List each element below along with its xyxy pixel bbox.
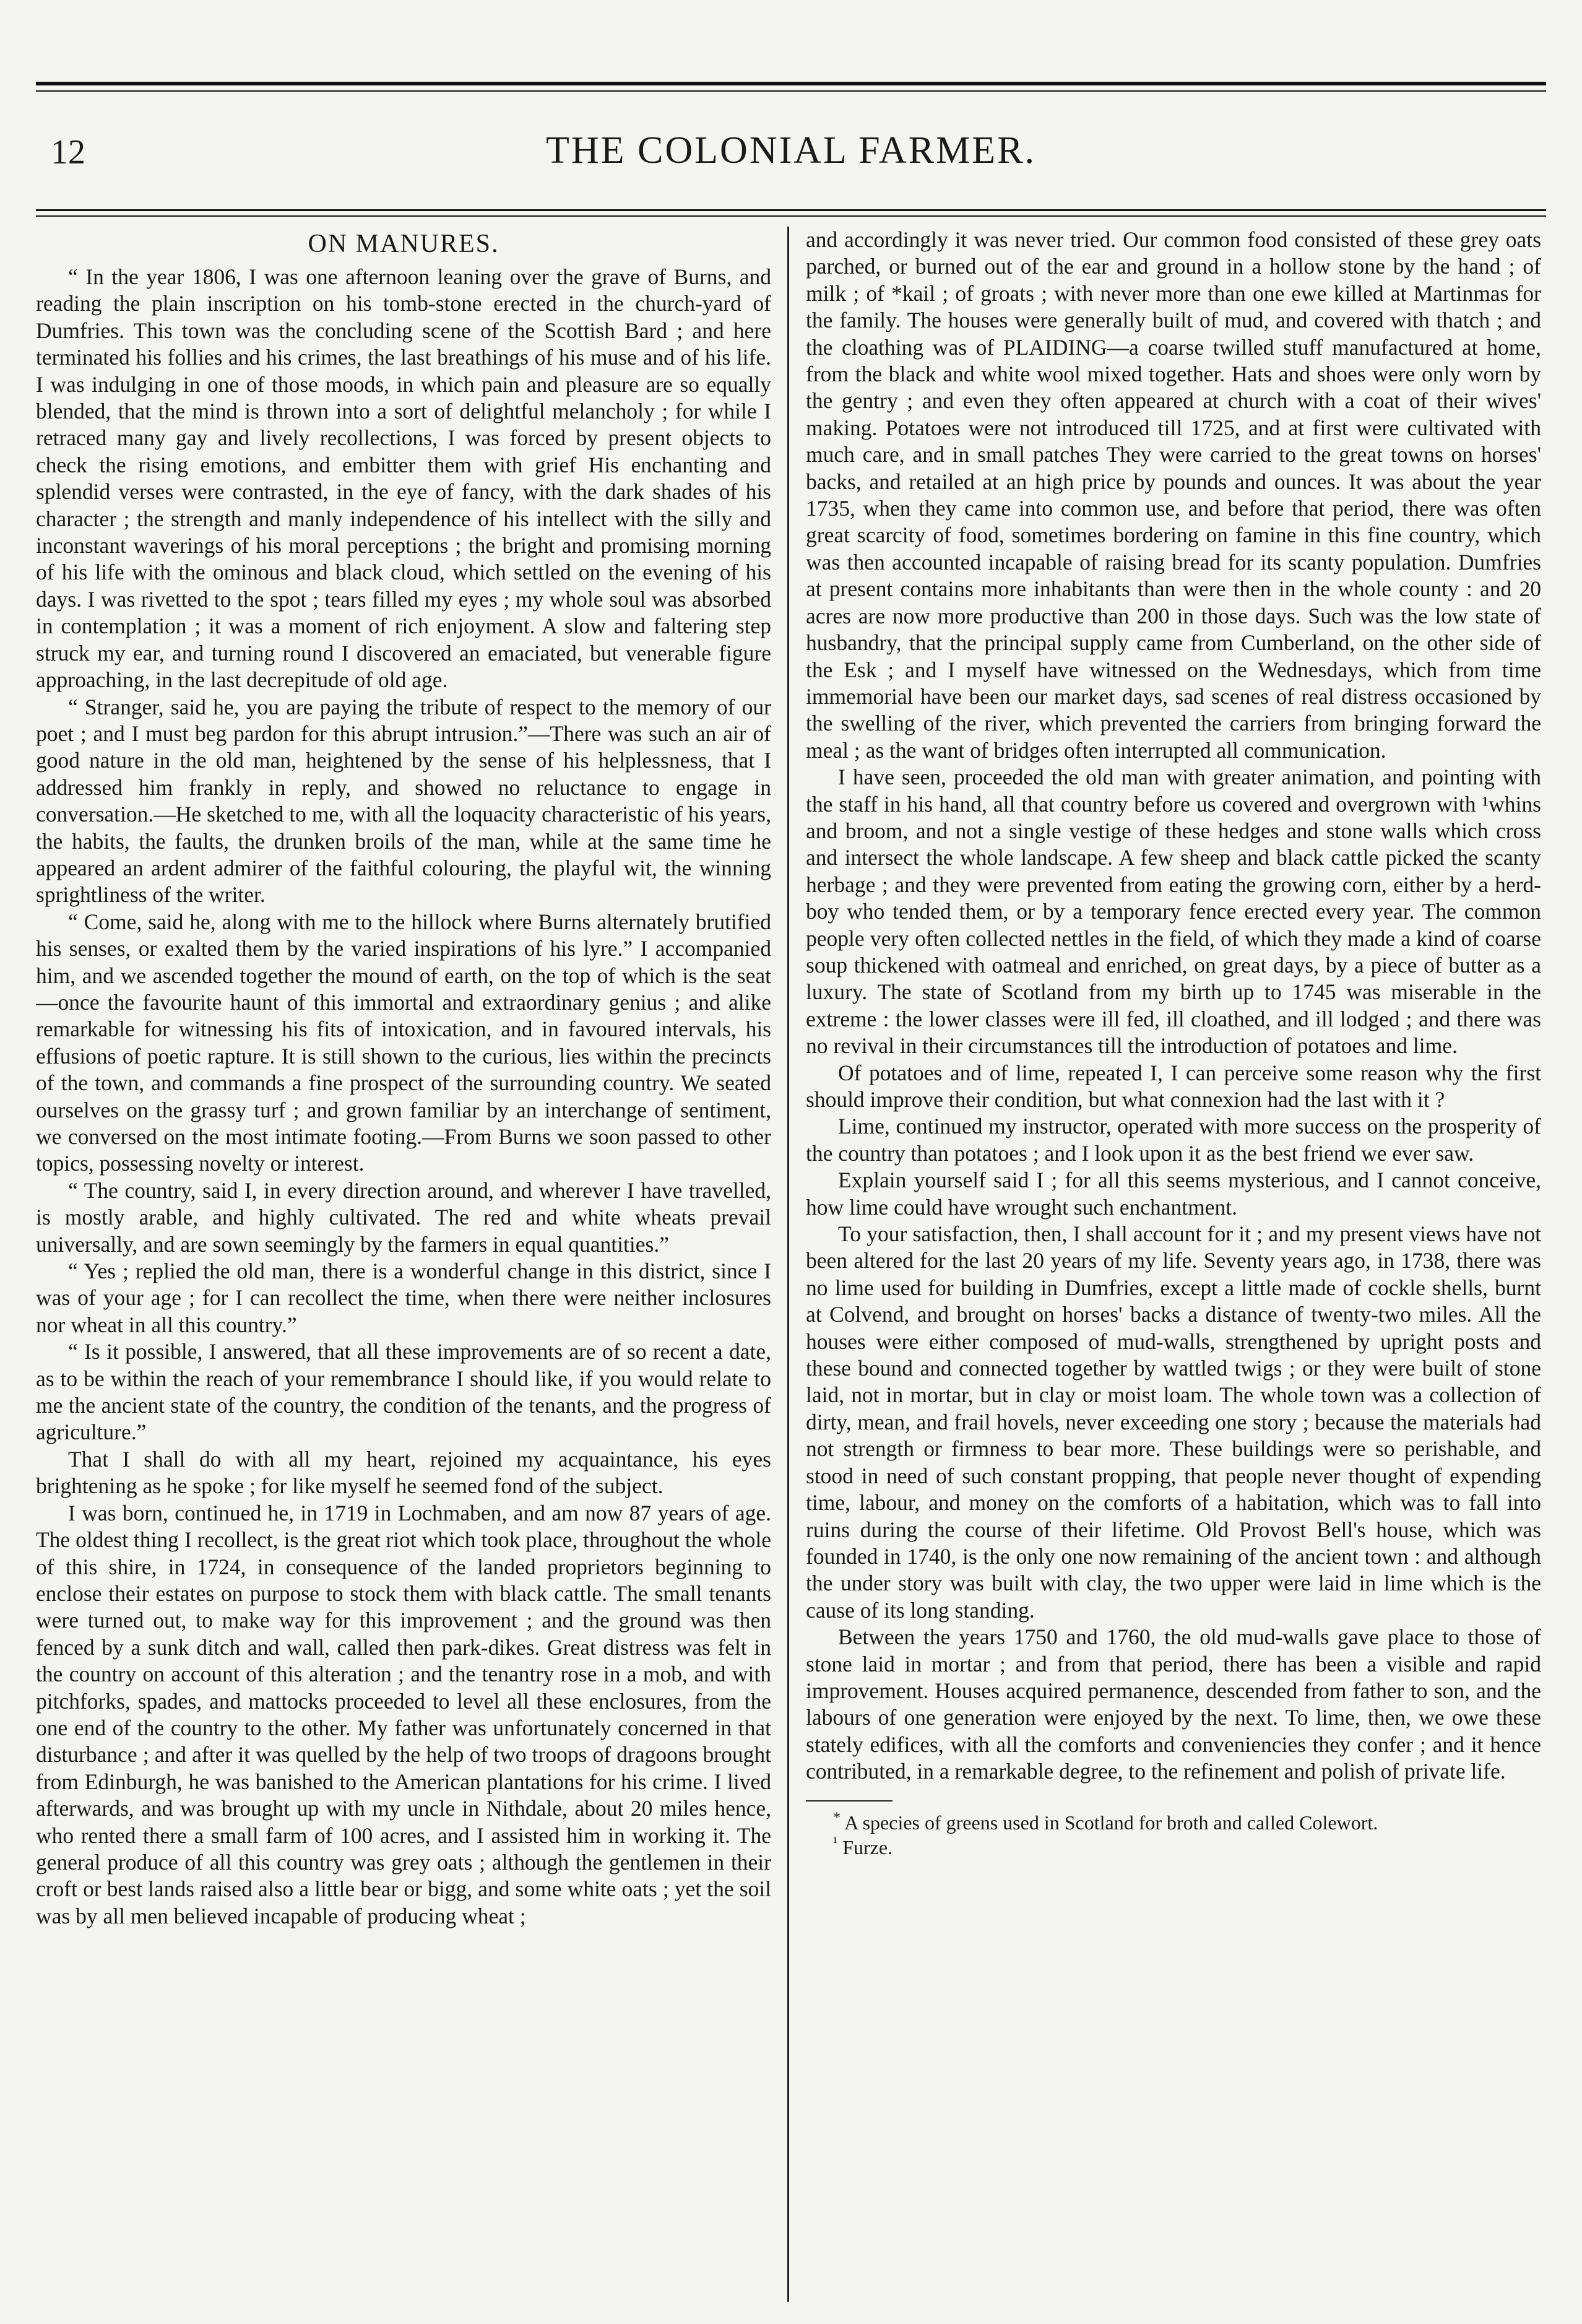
right-column: [806, 227, 1541, 2302]
top-rule-thin: [36, 90, 1546, 92]
paragraph: “ Is it possible, I answered, that all these improvements are of so recent a date, as to be within the reach of your remembrance I should like, if you would relate to me the ancient state of the country, the condition of the tenants, and the progress of agriculture.”: [36, 1339, 771, 1445]
column-divider: [787, 227, 789, 2302]
footnote: [806, 1835, 1541, 1860]
left-column: [36, 227, 771, 2302]
top-rule: [36, 82, 1546, 85]
footnote-mark: ¹: [833, 1834, 838, 1850]
paragraph: “ Yes ; replied the old man, there is a wonderful change in this district, since I was of your age ; for I can recollect the time, when there were neither inclosures nor wheat in all this country.”: [36, 1259, 771, 1337]
header-rule-thin: [36, 215, 1546, 217]
article-title: ON MANURES.: [308, 230, 499, 258]
paragraph: “ The country, said I, in every direction around, and wherever I have travelled, is mostly arable, and highly cultivated. The red and white wheats prevail universally, and are sown seemingly by the farmers in equal quantities.”: [36, 1177, 771, 1257]
paragraph: “ Come, said he, along with me to the hillock where Burns alternately brutified his senses, or exalted them by the varied inspirations of his lyre.” I accompanied him, and we ascended together the mound of earth, on the top of which is the seat—once the favourite haunt of this immortal and extraordinary genius ; and alike remarkable for witnessing his fits of intoxication, and in favoured intervals, his effusions of poetic rapture. It is still shown to the curious, lies within the precincts of the town, and commands a fine prospect of the surrounding country. We seated ourselves on the grassy turf ; and grown familiar by an interchange of sentiment, we conversed on the most intimate footing.—From Burns we soon passed to other topics, possessing novelty or interest.: [36, 909, 771, 1176]
paragraph: Lime, continued my instructor, operated with more success on the prosperity of the country than potatoes ; and I look upon it as the best friend we ever saw.: [806, 1114, 1541, 1166]
footnote-mark: *: [833, 1809, 841, 1826]
paragraph: I have seen, proceeded the old man with greater animation, and pointing with the staff in his hand, all that country before us covered and overgrown with ¹whins and broom, and not a single vestige of these hedges and stone walls which cross and intersect the whole landscape. A few sheep and black cattle picked the scanty herbage ; and they were prevented from eating the growing corn, either by a herd-boy who tended them, or by a temporary fence erected every year. The common people very often collected nettles in the field, of which they made a kind of coarse soup thickened with oatmeal and enriched, on great days, by a piece of butter as a luxury. The state of Scotland from my birth up to 1745 was miserable in the extreme : the lower classes were ill fed, ill cloathed, and ill lodged ; and there was no revival in their circumstances till the introduction of potatoes and lime.: [806, 765, 1541, 1059]
paragraph: “ In the year 1806, I was one afternoon leaning over the grave of Burns, and reading the plain inscription on his tomb-stone erected in the church-yard of Dumfries. This town was the concluding scene of the Scottish Bard ; and here terminated his follies and his crimes, the last breathings of his muse and of his life. I was indulging in one of those moods, in which pain and pleasure are so equally blended, that the mind is thrown into a sort of delightful melancholy ; for while I retraced many gay and lively recollections, I was forced by present objects to check the rising emotions, and embitter them with grief His enchanting and splendid verses were contrasted, in the eye of fancy, with the dark shades of his character ; the strength and manly independence of his intellect with the silly and inconstant waverings of his moral perceptions ; the bright and promising morning of his life with the ominous and black cloud, which settled on the evening of his days. I was rivetted to the spot ; tears filled my eyes ; my whole soul was absorbed in contemplation ; it was a moment of rich enjoyment. A slow and faltering step struck my ear, and turning round I discovered an emaciated, but venerable figure approaching, in the last decrepitude of old age.: [36, 264, 771, 693]
paragraph: That I shall do with all my heart, rejoined my acquaintance, his eyes brightening as he spoke ; for like myself he seemed fond of the subject.: [36, 1446, 771, 1499]
paragraph: I was born, continued he, in 1719 in Lochmaben, and am now 87 years of age. The oldest thing I recollect, is the great riot which took place, throughout the whole of this shire, in 1724, in consequence of the landed proprietors beginning to enclose their estates on purpose to stock them with black cattle. The small tenants were turned out, to make way for this improvement ; and the ground was then fenced by a sunk ditch and wall, called then park-dikes. Great distress was felt in the country on account of this alteration ; and the tenantry rose in a mob, and with pitchforks, spades, and mattocks proceeded to level all these enclosures, from the one end of the country to the other. My father was unfortunately concerned in that disturbance ; and after it was quelled by the help of two troops of dragoons brought from Edinburgh, he was banished to the American plantations for his crime. I lived afterwards, and was brought up with my uncle in Nithdale, about 20 miles hence, who rented there a small farm of 100 acres, and I assisted him in working it. The general produce of all this country was grey oats ; although the gentlemen in their croft or best lands raised also a little bear or bigg, and some white oats ; yet the soil was by all men believed incapable of producing wheat ;: [36, 1500, 771, 1928]
paragraph: “ Stranger, said he, you are paying the tribute of respect to the memory of our poet ; and I must beg pardon for this abrupt intrusion.”—There was such an air of good nature in the old man, heightened by the sense of his helplessness, that I addressed him frankly in reply, and showed no reluctance to engage in conversation.—He sketched to me, with all the loquacity characteristic of his years, the habits, the faults, the drunken broils of the man, while at the same time he appeared an ardent admirer of the faithful colouring, the playful wit, the winning sprightliness of the writer.: [36, 694, 771, 908]
paragraph: Between the years 1750 and 1760, the old mud-walls gave place to those of stone laid in mortar ; and from that period, there has been a visible and rapid improvement. Houses acquired permanence, descended from father to son, and the labours of one generation were enjoyed by the next. To lime, then, we owe these stately edifices, with all the comforts and conveniencies they confer ; and it hence contributed, in a remarkable degree, to the refinement and polish of private life.: [806, 1624, 1541, 1784]
footnote-rule: [806, 1800, 893, 1802]
paragraph: and accordingly it was never tried. Our common food consisted of these grey oats parched, or burned out of the ear and ground in a hollow stone by the hand ; of milk ; of *kail ; of groats ; with never more than one ewe killed at Martinmas for the family. The houses were generally built of mud, and covered with thatch ; and the cloathing was of PLAIDING—a coarse twilled stuff manufactured at home, from the black and white wool mixed together. Hats and shoes were only worn by the gentry ; and even they often appeared at church with a coat of their wives' making. Potatoes were not introduced till 1725, and at first were cultivated with much care, and in small patches They were carried to the great towns on horses' backs, and retailed at an high price by pounds and ounces. It was about the year 1735, when they came into common use, and before that period, there was often great scarcity of food, sometimes bordering on famine in this fine country, which was then accounted incapable of raising bread for its scanty population. Dumfries at present contains more inhabitants than were then in the whole county : and 20 acres are now more productive than 200 in those days. Such was the low state of husbandry, that the principal supply came from Cumberland, on the other side of the Esk ; and I myself have witnessed on the Wednesdays, which from time immemorial have been our market days, sad scenes of real distress occasioned by the swelling of the river, which prevented the carriers from bringing forward the meal ; as the want of bridges often interrupted all communication.: [806, 227, 1541, 763]
page-number: 12: [51, 133, 85, 171]
footnote-text: A species of greens used in Scotland for broth and called Colewort.: [844, 1811, 1378, 1834]
paragraph: To your satisfaction, then, I shall account for it ; and my present views have not been altered for the last 20 years of my life. Seventy years ago, in 1738, there was no lime used for building in Dumfries, except a little made of cockle shells, burnt at Colvend, and brought on horses' backs a distance of twenty-two miles. All the houses were either composed of mud-walls, strengthened by upright posts and these bound and connected together by wattled twigs ; or they were built of stone laid, not in mortar, but in clay or moist loam. The whole town was a collection of dirty, mean, and frail hovels, never exceeding one story ; because the materials had not strength or firmness to bear more. These buildings were so perishable, and stood in need of such constant propping, that people never thought of expending time, labour, and money on the comforts of a habitation, which was to fall into ruins during the course of their lifetime. Old Provost Bell's house, which was founded in 1740, is the only one now remaining of the ancient town : and although the under story was built with clay, the two upper were laid in lime which is the cause of its long standing.: [806, 1221, 1541, 1623]
footnote: [806, 1810, 1541, 1835]
masthead: [36, 121, 1546, 202]
header-rule: [36, 209, 1546, 211]
newspaper-page: [36, 73, 1546, 2302]
paragraph: Explain yourself said I ; for all this seems mysterious, and I cannot conceive, how lime could have wrought such enchantment.: [806, 1168, 1541, 1220]
footnote-text: Furze.: [842, 1836, 893, 1858]
article-columns: [36, 227, 1546, 2302]
paragraph: Of potatoes and of lime, repeated I, I can perceive some reason why the first should improve their condition, but what connexion had the last with it ?: [806, 1060, 1541, 1112]
page-title: THE COLONIAL FARMER.: [546, 129, 1036, 171]
